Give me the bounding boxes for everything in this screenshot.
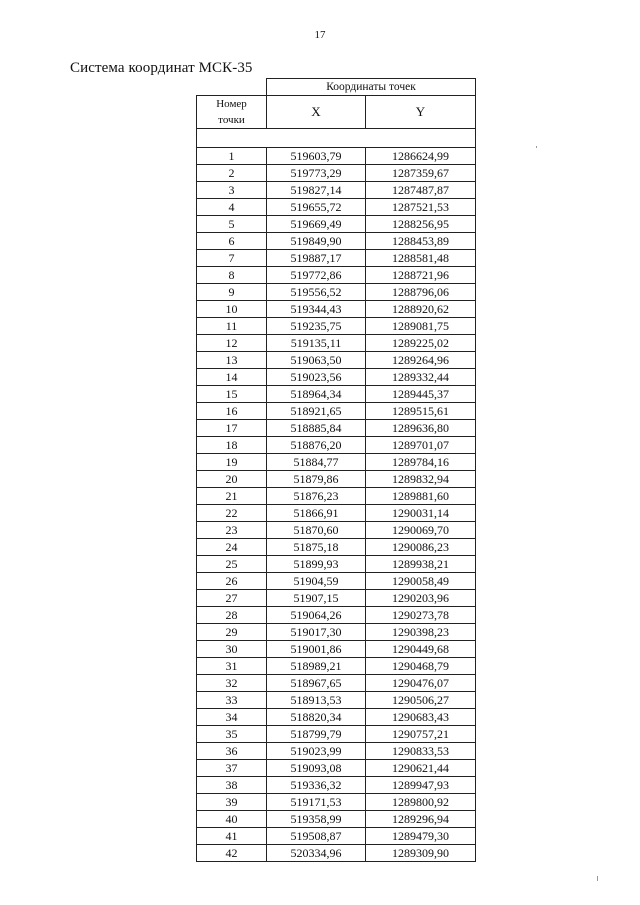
point-number-cell: 7 bbox=[197, 250, 267, 267]
table-row bbox=[197, 352, 476, 369]
point-number-cell: 34 bbox=[197, 709, 267, 726]
spacer-cell bbox=[197, 129, 476, 148]
x-value-cell: 519773,29 bbox=[267, 165, 366, 182]
x-value-cell: 518885,84 bbox=[267, 420, 366, 437]
x-value-cell: 51907,15 bbox=[267, 590, 366, 607]
y-value-cell: 1289515,61 bbox=[366, 403, 476, 420]
scan-mark bbox=[536, 146, 537, 148]
table-row bbox=[197, 845, 476, 862]
x-value-cell: 519556,52 bbox=[267, 284, 366, 301]
point-number-cell: 35 bbox=[197, 726, 267, 743]
x-value-cell: 519063,50 bbox=[267, 352, 366, 369]
x-value-cell: 51879,86 bbox=[267, 471, 366, 488]
x-value-cell: 518921,65 bbox=[267, 403, 366, 420]
table-row bbox=[197, 607, 476, 624]
x-value-cell: 519344,43 bbox=[267, 301, 366, 318]
point-number-cell: 25 bbox=[197, 556, 267, 573]
point-number-cell: 19 bbox=[197, 454, 267, 471]
table-row bbox=[197, 828, 476, 845]
x-value-cell: 519827,14 bbox=[267, 182, 366, 199]
y-value-cell: 1290398,23 bbox=[366, 624, 476, 641]
point-number-cell: 23 bbox=[197, 522, 267, 539]
y-column-header: Y bbox=[366, 96, 476, 129]
x-value-cell: 519887,17 bbox=[267, 250, 366, 267]
table-row bbox=[197, 743, 476, 760]
y-value-cell: 1290683,43 bbox=[366, 709, 476, 726]
x-value-cell: 518989,21 bbox=[267, 658, 366, 675]
table-row bbox=[197, 454, 476, 471]
table-row bbox=[197, 777, 476, 794]
table-row bbox=[197, 726, 476, 743]
x-value-cell: 51904,59 bbox=[267, 573, 366, 590]
x-value-cell: 519171,53 bbox=[267, 794, 366, 811]
table-row bbox=[197, 386, 476, 403]
x-value-cell: 519135,11 bbox=[267, 335, 366, 352]
x-value-cell: 51870,60 bbox=[267, 522, 366, 539]
table-row bbox=[197, 522, 476, 539]
y-value-cell: 1289445,37 bbox=[366, 386, 476, 403]
coordinates-table bbox=[196, 78, 476, 862]
table-row bbox=[197, 216, 476, 233]
y-value-cell: 1286624,99 bbox=[366, 148, 476, 165]
y-value-cell: 1287521,53 bbox=[366, 199, 476, 216]
x-value-cell: 518820,34 bbox=[267, 709, 366, 726]
table-row bbox=[197, 199, 476, 216]
point-number-cell: 16 bbox=[197, 403, 267, 420]
x-value-cell: 51899,93 bbox=[267, 556, 366, 573]
table-row bbox=[197, 301, 476, 318]
point-number-cell: 14 bbox=[197, 369, 267, 386]
point-number-cell: 4 bbox=[197, 199, 267, 216]
x-value-cell: 519064,26 bbox=[267, 607, 366, 624]
x-value-cell: 51876,23 bbox=[267, 488, 366, 505]
y-value-cell: 1289800,92 bbox=[366, 794, 476, 811]
table-row bbox=[197, 573, 476, 590]
document-title: Система координат МСК-35 bbox=[70, 60, 253, 76]
y-value-cell: 1289832,94 bbox=[366, 471, 476, 488]
point-number-cell: 6 bbox=[197, 233, 267, 250]
point-number-cell: 24 bbox=[197, 539, 267, 556]
table-row bbox=[197, 403, 476, 420]
table-row bbox=[197, 471, 476, 488]
table-row bbox=[197, 369, 476, 386]
point-number-cell: 12 bbox=[197, 335, 267, 352]
table-row bbox=[197, 709, 476, 726]
table-row bbox=[197, 335, 476, 352]
y-value-cell: 1290203,96 bbox=[366, 590, 476, 607]
point-number-cell: 40 bbox=[197, 811, 267, 828]
table-row bbox=[197, 556, 476, 573]
x-value-cell: 520334,96 bbox=[267, 845, 366, 862]
point-number-cell: 33 bbox=[197, 692, 267, 709]
y-value-cell: 1289479,30 bbox=[366, 828, 476, 845]
y-value-cell: 1290449,68 bbox=[366, 641, 476, 658]
x-value-cell: 519235,75 bbox=[267, 318, 366, 335]
x-value-cell: 518876,20 bbox=[267, 437, 366, 454]
point-number-cell: 36 bbox=[197, 743, 267, 760]
table-row bbox=[197, 624, 476, 641]
table-row bbox=[197, 658, 476, 675]
x-value-cell: 519772,86 bbox=[267, 267, 366, 284]
point-number-cell: 11 bbox=[197, 318, 267, 335]
point-number-cell: 20 bbox=[197, 471, 267, 488]
table-row bbox=[197, 505, 476, 522]
y-value-cell: 1288721,96 bbox=[366, 267, 476, 284]
y-value-cell: 1289225,02 bbox=[366, 335, 476, 352]
y-value-cell: 1288453,89 bbox=[366, 233, 476, 250]
point-number-cell: 28 bbox=[197, 607, 267, 624]
point-number-cell: 32 bbox=[197, 675, 267, 692]
table-row bbox=[197, 539, 476, 556]
table-row bbox=[197, 284, 476, 301]
x-value-cell: 518799,79 bbox=[267, 726, 366, 743]
x-value-cell: 519023,99 bbox=[267, 743, 366, 760]
point-number-cell: 22 bbox=[197, 505, 267, 522]
y-value-cell: 1288796,06 bbox=[366, 284, 476, 301]
scan-mark bbox=[597, 876, 598, 881]
header-blank-cell bbox=[197, 79, 267, 96]
x-value-cell: 51866,91 bbox=[267, 505, 366, 522]
table-row bbox=[197, 420, 476, 437]
y-value-cell: 1290468,79 bbox=[366, 658, 476, 675]
point-number-header-line1: Номер bbox=[216, 98, 247, 110]
y-value-cell: 1289296,94 bbox=[366, 811, 476, 828]
point-number-cell: 27 bbox=[197, 590, 267, 607]
y-value-cell: 1290273,78 bbox=[366, 607, 476, 624]
table-row bbox=[197, 233, 476, 250]
point-number-cell: 13 bbox=[197, 352, 267, 369]
table-row bbox=[197, 488, 476, 505]
point-number-cell: 37 bbox=[197, 760, 267, 777]
table-row bbox=[197, 318, 476, 335]
table-row bbox=[197, 760, 476, 777]
point-number-cell: 15 bbox=[197, 386, 267, 403]
point-number-cell: 3 bbox=[197, 182, 267, 199]
point-number-cell: 21 bbox=[197, 488, 267, 505]
x-value-cell: 51875,18 bbox=[267, 539, 366, 556]
point-number-cell: 38 bbox=[197, 777, 267, 794]
point-number-cell: 42 bbox=[197, 845, 267, 862]
point-number-cell: 39 bbox=[197, 794, 267, 811]
x-value-cell: 519023,56 bbox=[267, 369, 366, 386]
point-number-cell: 5 bbox=[197, 216, 267, 233]
x-value-cell: 518913,53 bbox=[267, 692, 366, 709]
y-value-cell: 1288581,48 bbox=[366, 250, 476, 267]
point-number-cell: 18 bbox=[197, 437, 267, 454]
y-value-cell: 1290069,70 bbox=[366, 522, 476, 539]
table-row bbox=[197, 675, 476, 692]
point-number-cell: 8 bbox=[197, 267, 267, 284]
point-number-cell: 10 bbox=[197, 301, 267, 318]
y-value-cell: 1290506,27 bbox=[366, 692, 476, 709]
point-number-cell: 26 bbox=[197, 573, 267, 590]
x-value-cell: 519508,87 bbox=[267, 828, 366, 845]
table-row bbox=[197, 182, 476, 199]
y-value-cell: 1289309,90 bbox=[366, 845, 476, 862]
y-value-cell: 1288920,62 bbox=[366, 301, 476, 318]
x-value-cell: 519093,08 bbox=[267, 760, 366, 777]
y-value-cell: 1290476,07 bbox=[366, 675, 476, 692]
x-value-cell: 519017,30 bbox=[267, 624, 366, 641]
y-value-cell: 1290757,21 bbox=[366, 726, 476, 743]
table-row bbox=[197, 250, 476, 267]
y-value-cell: 1289881,60 bbox=[366, 488, 476, 505]
table-row bbox=[197, 811, 476, 828]
table-row bbox=[197, 148, 476, 165]
x-value-cell: 519669,49 bbox=[267, 216, 366, 233]
y-value-cell: 1288256,95 bbox=[366, 216, 476, 233]
x-value-cell: 519001,86 bbox=[267, 641, 366, 658]
table-row bbox=[197, 267, 476, 284]
table-row bbox=[197, 165, 476, 182]
page-number: 17 bbox=[314, 29, 326, 41]
point-number-header bbox=[197, 96, 267, 129]
table-row bbox=[197, 590, 476, 607]
y-value-cell: 1289081,75 bbox=[366, 318, 476, 335]
y-value-cell: 1290621,44 bbox=[366, 760, 476, 777]
y-value-cell: 1289938,21 bbox=[366, 556, 476, 573]
coordinates-group-header: Координаты точек bbox=[267, 79, 476, 96]
x-value-cell: 519849,90 bbox=[267, 233, 366, 250]
table-row bbox=[197, 692, 476, 709]
point-number-cell: 29 bbox=[197, 624, 267, 641]
y-value-cell: 1289636,80 bbox=[366, 420, 476, 437]
y-value-cell: 1289332,44 bbox=[366, 369, 476, 386]
point-number-header-line2: точки bbox=[218, 114, 245, 126]
x-value-cell: 519655,72 bbox=[267, 199, 366, 216]
y-value-cell: 1290058,49 bbox=[366, 573, 476, 590]
y-value-cell: 1290031,14 bbox=[366, 505, 476, 522]
y-value-cell: 1287359,67 bbox=[366, 165, 476, 182]
point-number-cell: 30 bbox=[197, 641, 267, 658]
point-number-cell: 17 bbox=[197, 420, 267, 437]
x-column-header: X bbox=[267, 96, 366, 129]
point-number-cell: 9 bbox=[197, 284, 267, 301]
x-value-cell: 519336,32 bbox=[267, 777, 366, 794]
table-spacer-row bbox=[197, 129, 476, 148]
y-value-cell: 1290086,23 bbox=[366, 539, 476, 556]
table-body bbox=[197, 129, 476, 862]
y-value-cell: 1290833,53 bbox=[366, 743, 476, 760]
x-value-cell: 519358,99 bbox=[267, 811, 366, 828]
table-row bbox=[197, 437, 476, 454]
y-value-cell: 1289264,96 bbox=[366, 352, 476, 369]
x-value-cell: 519603,79 bbox=[267, 148, 366, 165]
table-row bbox=[197, 794, 476, 811]
y-value-cell: 1289947,93 bbox=[366, 777, 476, 794]
x-value-cell: 518964,34 bbox=[267, 386, 366, 403]
y-value-cell: 1287487,87 bbox=[366, 182, 476, 199]
point-number-cell: 1 bbox=[197, 148, 267, 165]
table-row bbox=[197, 641, 476, 658]
x-value-cell: 518967,65 bbox=[267, 675, 366, 692]
y-value-cell: 1289701,07 bbox=[366, 437, 476, 454]
point-number-cell: 41 bbox=[197, 828, 267, 845]
point-number-cell: 31 bbox=[197, 658, 267, 675]
point-number-cell: 2 bbox=[197, 165, 267, 182]
x-value-cell: 51884,77 bbox=[267, 454, 366, 471]
y-value-cell: 1289784,16 bbox=[366, 454, 476, 471]
